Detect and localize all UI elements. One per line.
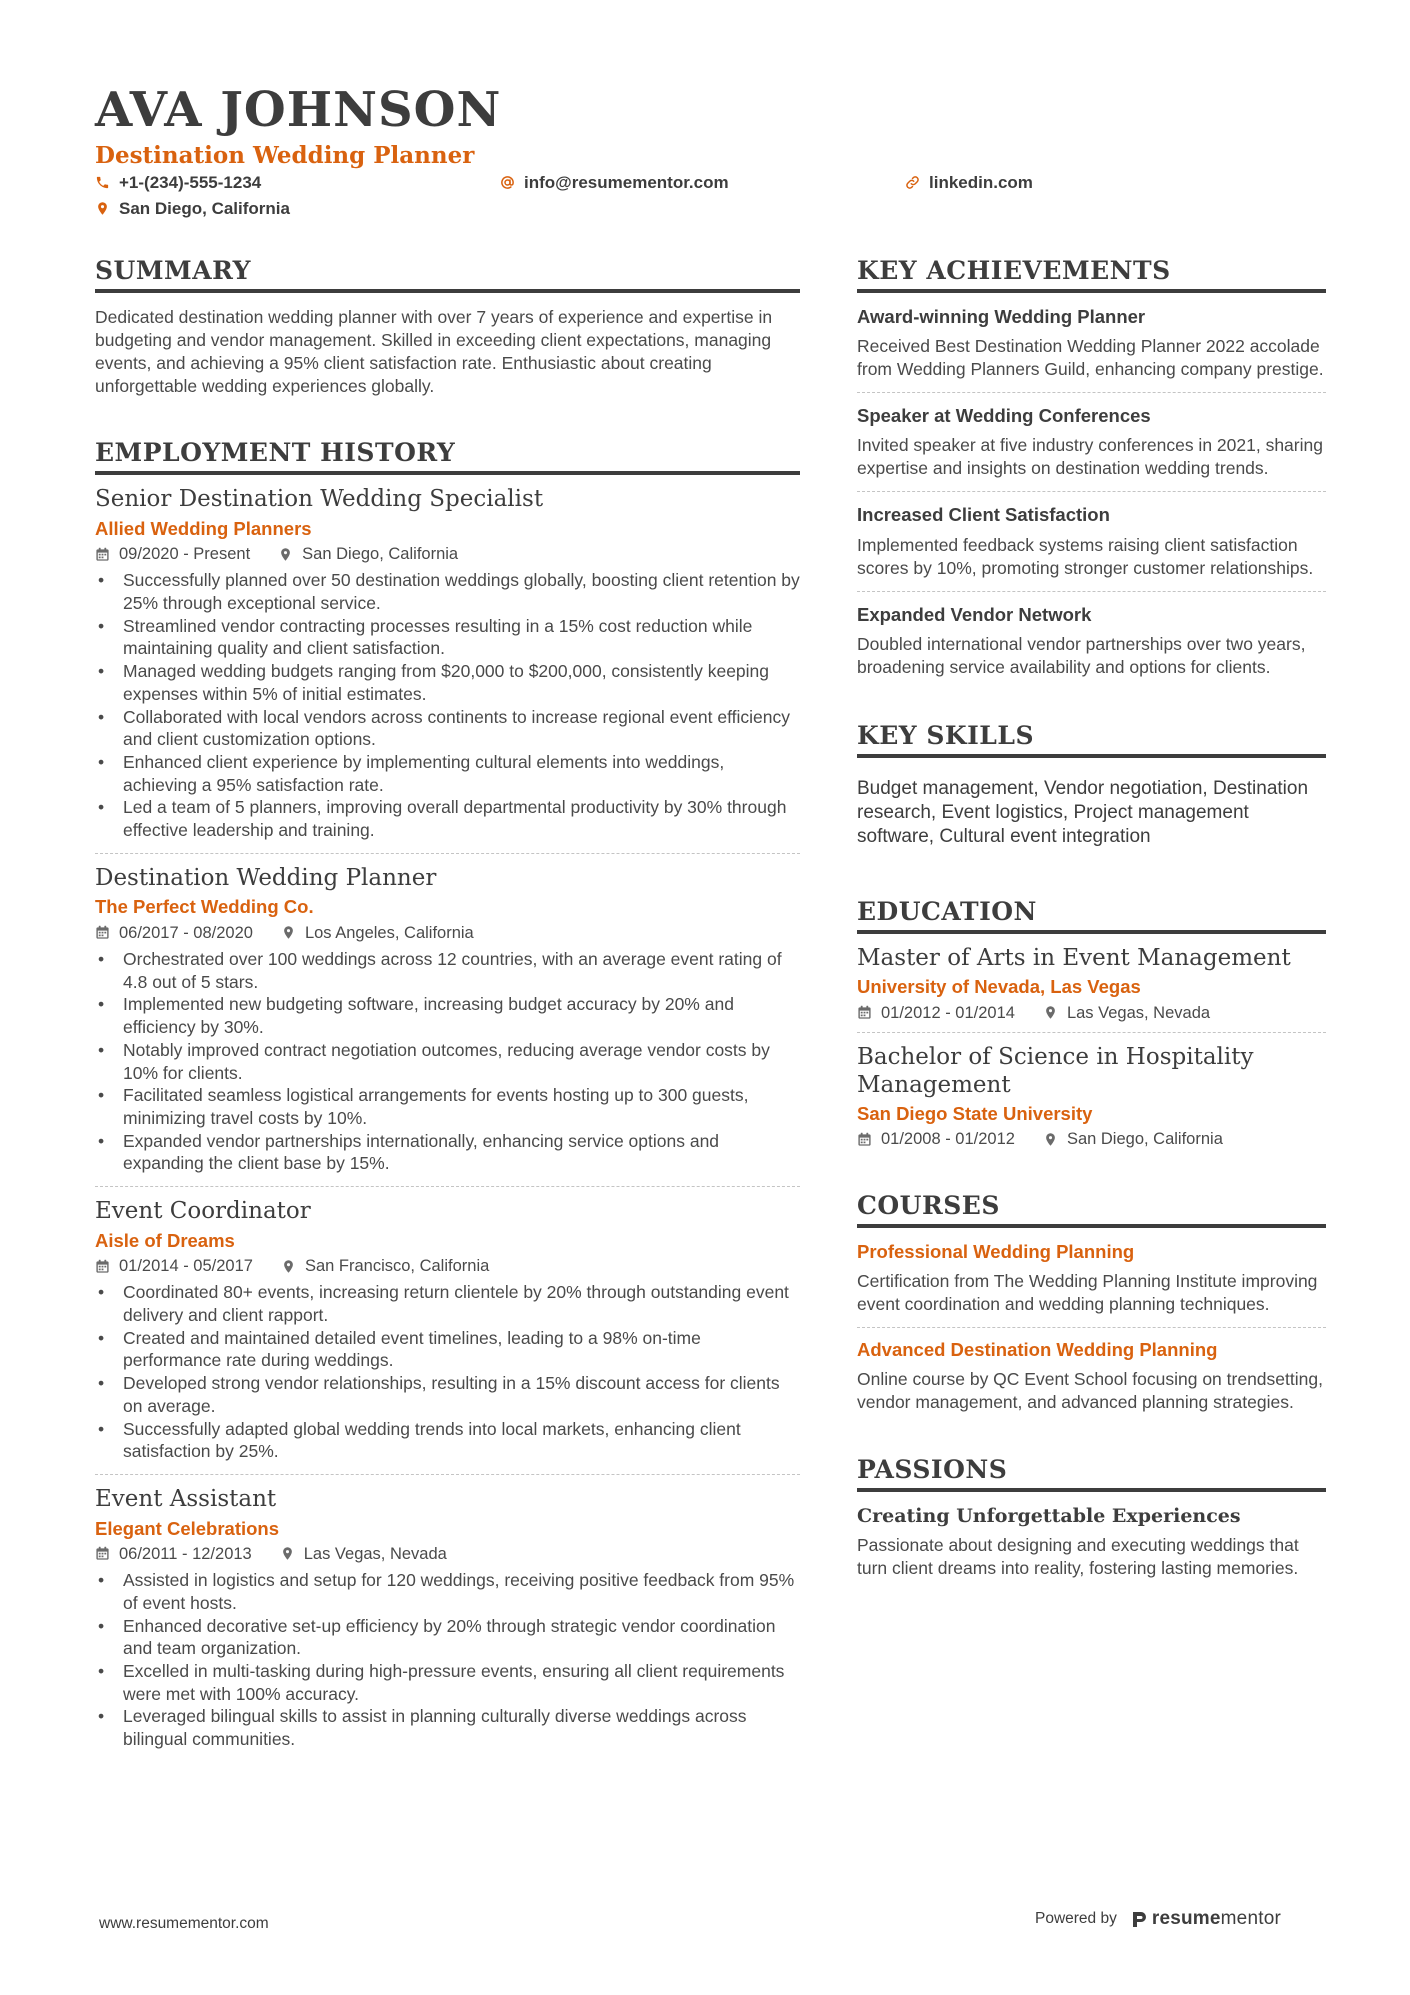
footer-website[interactable]: www.resumementor.com: [99, 1915, 269, 1932]
calendar-icon: [95, 925, 110, 940]
date-text: 01/2012 - 01/2014: [881, 1003, 1015, 1022]
location-text: San Diego, California: [119, 199, 290, 218]
company-name: Allied Wedding Planners: [95, 517, 312, 539]
divider: [857, 491, 1326, 492]
passion-item: [857, 1505, 1326, 1580]
achievement-text: Doubled international vendor partnerships over two years, broadening service availability and options for clients.: [857, 633, 1306, 677]
brand-logo[interactable]: [1131, 1908, 1281, 1930]
achievement-item: [857, 504, 1326, 579]
job-bullets: [95, 948, 800, 1175]
brand-name-bold: resume: [1151, 1908, 1221, 1929]
school-name: University of Nevada, Las Vegas: [857, 976, 1141, 998]
bullet-item: • Excelled in multi-tasking during high-pressure events, ensuring all client requirements were met with 100% accuracy.: [95, 1660, 800, 1705]
meta-location: [281, 925, 474, 942]
bullet-item: • Successfully adapted global wedding trends into local markets, enhancing client satisfaction by 25%.: [95, 1418, 800, 1463]
linkedin-url[interactable]: linkedin.com: [929, 173, 1033, 192]
courses-list: [857, 1241, 1326, 1414]
degree-title: Master of Arts in Event Management: [857, 944, 1291, 971]
achievement-title: Expanded Vendor Network: [857, 603, 1092, 625]
bullet-item: • Facilitated seamless logistical arrangements for events hosting up to 300 guests, minimizing travel costs by 10%.: [95, 1084, 800, 1129]
link-icon: [905, 175, 920, 190]
job-bullets: [95, 1281, 800, 1463]
job-entry: [95, 1198, 800, 1463]
course-item: [857, 1339, 1326, 1414]
achievement-text: Invited speaker at five industry conferences in 2021, sharing expertise and insights on destination wedding trends.: [857, 435, 1323, 479]
meta-row: [95, 1546, 800, 1563]
company-name: Elegant Celebrations: [95, 1517, 280, 1539]
skills-text: Budget management, Vendor negotiation, Destination research, Event logistics, Project management software, Cultural event integration: [857, 777, 1309, 847]
location-pin-icon: [280, 1546, 295, 1561]
meta-row: [95, 1258, 800, 1275]
meta-location: [1043, 1131, 1223, 1148]
email-address[interactable]: info@resumementor.com: [524, 173, 729, 192]
job-title: Event Assistant: [95, 1485, 277, 1512]
achievement-title: Speaker at Wedding Conferences: [857, 405, 1151, 427]
school-name: San Diego State University: [857, 1103, 1093, 1125]
education-item: [857, 945, 1326, 1021]
job-entry: [95, 865, 800, 1175]
linkedin-contact[interactable]: [905, 174, 1033, 191]
course-text: Certification from The Wedding Planning Institute improving event coordination and wedding planning techniques.: [857, 1271, 1318, 1315]
bullet-item: • Developed strong vendor relationships, resulting in a 15% discount access for clients on average.: [95, 1372, 800, 1417]
meta-row: [95, 925, 800, 942]
location-text: San Diego, California: [1066, 1130, 1223, 1149]
passions-list: [857, 1505, 1326, 1580]
bullet-item: • Coordinated 80+ events, increasing return clientele by 20% through outstanding event delivery and client rapport.: [95, 1281, 800, 1326]
achievement-item: [857, 405, 1326, 480]
location-text: Las Vegas, Nevada: [303, 1544, 447, 1563]
phone-number: +1-(234)-555-1234: [119, 173, 262, 192]
date-range: [857, 1005, 1015, 1022]
degree-title: Bachelor of Science in Hospitality Management: [857, 1044, 1254, 1098]
company-name: Aisle of Dreams: [95, 1229, 235, 1251]
divider: [857, 1327, 1326, 1328]
bullet-item: • Streamlined vendor contracting processes resulting in a 15% cost reduction while maintaining quality and client satisfaction.: [95, 615, 800, 660]
bullet-item: • Orchestrated over 100 weddings across 12 countries, with an average event rating of 4.8 out of 5 stars.: [95, 948, 800, 993]
bullet-item: • Assisted in logistics and setup for 120 weddings, receiving positive feedback from 95% of event hosts.: [95, 1569, 800, 1614]
at-icon: [500, 175, 515, 190]
bullet-item: • Enhanced decorative set-up efficiency by 20% through strategic vendor coordination and team organization.: [95, 1615, 800, 1660]
location-contact: [95, 200, 290, 217]
meta-row: [857, 1005, 1326, 1022]
meta-row: [95, 546, 800, 563]
date-text: 06/2017 - 08/2020: [119, 923, 253, 942]
job-title: Event Coordinator: [95, 1198, 311, 1225]
bullet-item: • Collaborated with local vendors across continents to increase regional event efficiency and client customization options.: [95, 706, 800, 751]
candidate-title: Destination Wedding Planner: [95, 142, 475, 169]
meta-location: [1043, 1005, 1210, 1022]
phone-contact: [95, 174, 261, 191]
summary-text: Dedicated destination wedding planner with over 7 years of experience and expertise in budgeting and vendor management. Skilled in exceeding client expectations, managing events, and achieving a 95% client satisfaction rate. Enthusiastic about creating unforgettable wedding experiences globally.: [95, 307, 773, 396]
calendar-icon: [95, 1546, 110, 1561]
passion-title: Creating Unforgettable Experiences: [857, 1505, 1241, 1528]
date-text: 01/2008 - 01/2012: [881, 1130, 1015, 1149]
job-entry: [95, 1486, 800, 1751]
location-pin-icon: [95, 201, 110, 216]
courses-heading: COURSES: [857, 1193, 1326, 1228]
achievement-text: Implemented feedback systems raising client satisfaction scores by 10%, promoting stronger customer relationships.: [857, 534, 1314, 578]
phone-icon: [95, 175, 110, 190]
meta-row: [857, 1131, 1326, 1148]
date-range: [95, 925, 253, 942]
summary-heading: SUMMARY: [95, 258, 800, 293]
course-title: Advanced Destination Wedding Planning: [857, 1339, 1218, 1361]
achievement-title: Award-winning Wedding Planner: [857, 306, 1146, 327]
job-bullets: [95, 569, 800, 841]
divider: [95, 1474, 800, 1475]
passions-heading: PASSIONS: [857, 1457, 1326, 1492]
calendar-icon: [857, 1132, 872, 1147]
achievement-item: [857, 604, 1326, 679]
job-title: Destination Wedding Planner: [95, 864, 437, 891]
powered-by-label: Powered by: [1035, 1910, 1117, 1927]
divider: [857, 591, 1326, 592]
bullet-item: • Expanded vendor partnerships internationally, enhancing service options and expanding the client base by 15%.: [95, 1130, 800, 1175]
bullet-item: • Implemented new budgeting software, increasing budget accuracy by 20% and efficiency by 30%.: [95, 993, 800, 1038]
date-range: [857, 1131, 1015, 1148]
education-list: [857, 945, 1326, 1148]
job-title: Senior Destination Wedding Specialist: [95, 486, 544, 512]
date-text: 01/2014 - 05/2017: [119, 1256, 253, 1275]
employment-heading: EMPLOYMENT HISTORY: [95, 440, 800, 475]
job-entry: [95, 486, 800, 842]
location-pin-icon: [278, 547, 293, 562]
date-text: 06/2011 - 12/2013: [119, 1544, 252, 1563]
left-column: [95, 258, 800, 1751]
divider: [857, 392, 1326, 393]
achievement-text: Received Best Destination Wedding Planner 2022 accolade from Wedding Planners Guild, enhancing company prestige.: [857, 336, 1324, 380]
brand-name-light: mentor: [1220, 1908, 1281, 1929]
location-text: Los Angeles, California: [304, 923, 474, 942]
divider: [857, 1032, 1326, 1033]
course-text: Online course by QC Event School focusing on trendsetting, vendor management, and advanced planning strategies.: [857, 1369, 1323, 1413]
calendar-icon: [857, 1005, 872, 1020]
candidate-name: AVA JOHNSON: [95, 82, 502, 138]
bullet-item: • Enhanced client experience by implementing cultural elements into weddings, achieving a 95% satisfaction rate.: [95, 751, 800, 796]
bullet-item: • Led a team of 5 planners, improving overall departmental productivity by 30% through effective leadership and training.: [95, 796, 800, 841]
skills-heading: KEY SKILLS: [857, 723, 1326, 758]
date-range: [95, 1258, 253, 1275]
location-text: Las Vegas, Nevada: [1066, 1003, 1211, 1022]
bullet-item: • Managed wedding budgets ranging from $20,000 to $200,000, consistently keeping expenses within 5% of initial estimates.: [95, 660, 800, 705]
education-heading: EDUCATION: [857, 899, 1326, 934]
divider: [95, 853, 800, 854]
footer-branding: [1035, 1908, 1281, 1930]
location-pin-icon: [1043, 1005, 1058, 1020]
location-pin-icon: [1043, 1132, 1058, 1147]
course-item: [857, 1241, 1326, 1316]
bullet-item: • Created and maintained detailed event timelines, leading to a 98% on-time performance rate during weddings.: [95, 1327, 800, 1372]
calendar-icon: [95, 1259, 110, 1274]
right-column: [857, 258, 1326, 1580]
meta-location: [278, 546, 458, 563]
passion-text: Passionate about designing and executing weddings that turn client dreams into reality, fostering lasting memories.: [857, 1535, 1299, 1579]
achievement-item: [857, 306, 1326, 381]
date-range: [95, 546, 250, 563]
brand-logo-icon: [1131, 1910, 1147, 1929]
achievements-heading: KEY ACHIEVEMENTS: [857, 258, 1326, 293]
divider: [95, 1186, 800, 1187]
location-pin-icon: [281, 925, 296, 940]
location-pin-icon: [281, 1259, 296, 1274]
company-name: The Perfect Wedding Co.: [95, 896, 314, 918]
date-range: [95, 1546, 252, 1563]
education-item: [857, 1044, 1326, 1148]
achievement-title: Increased Client Satisfaction: [857, 504, 1110, 526]
bullet-item: • Notably improved contract negotiation outcomes, reducing average vendor costs by 10% for clients.: [95, 1039, 800, 1084]
bullet-item: • Leveraged bilingual skills to assist in planning culturally diverse weddings across bilingual communities.: [95, 1705, 800, 1750]
date-text: 09/2020 - Present: [119, 544, 251, 563]
location-text: San Diego, California: [302, 544, 459, 563]
calendar-icon: [95, 547, 110, 562]
meta-location: [280, 1546, 447, 1563]
job-bullets: [95, 1569, 800, 1751]
location-text: San Francisco, California: [304, 1256, 490, 1275]
course-title: Professional Wedding Planning: [857, 1240, 1135, 1262]
meta-location: [281, 1258, 489, 1275]
email-contact[interactable]: [500, 174, 729, 191]
employment-list: [95, 486, 800, 1751]
achievements-list: [857, 306, 1326, 679]
bullet-item: • Successfully planned over 50 destination weddings globally, boosting client retention by 25% through exceptional service.: [95, 569, 800, 614]
